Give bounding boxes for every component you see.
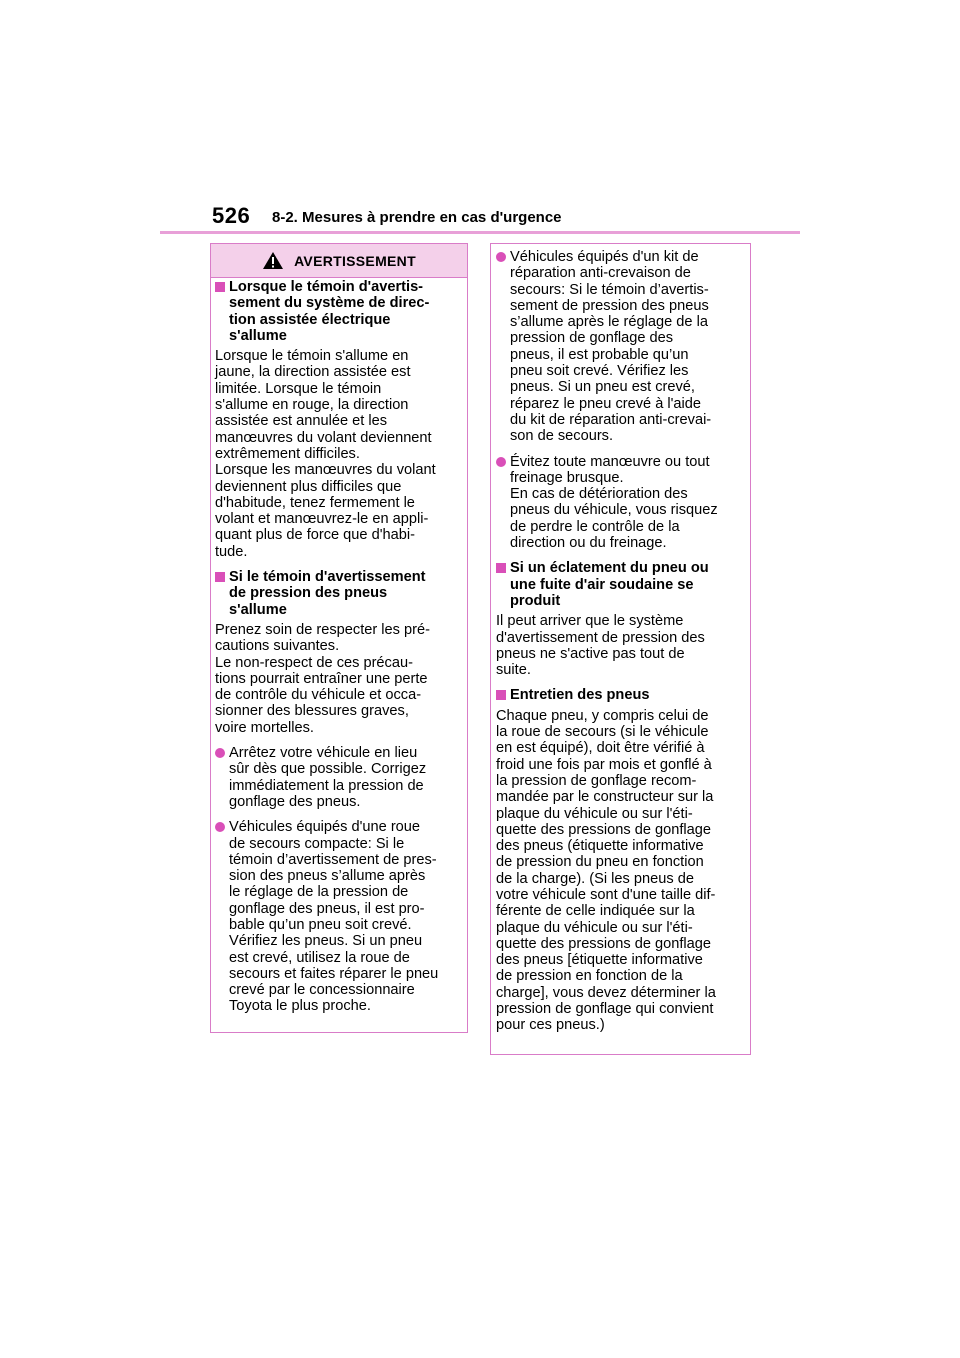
text-line: Chaque pneu, y compris celui de (496, 707, 709, 724)
heading-tire-pressure (215, 569, 467, 618)
bullet-avoid-maneuvers (496, 454, 748, 552)
text-line: témoin d’avertissement de pres- (229, 851, 437, 868)
section-title: 8-2. Mesures à prendre en cas d'urgence (272, 209, 562, 226)
text-line: du kit de réparation anti-crevai- (510, 411, 712, 428)
round-bullet-icon (496, 252, 506, 262)
text-line: jaune, la direction assistée est (215, 364, 411, 381)
header-rule (160, 231, 800, 234)
paragraph-precautions (215, 622, 467, 736)
text-line: Véhicules équipés d'une roue (229, 819, 421, 836)
text-line: quette des pressions de gonflage (496, 935, 712, 952)
text-line: freinage brusque. (510, 469, 624, 486)
heading-blowout (496, 560, 748, 609)
text-line: pression de gonflage qui convient (496, 1001, 714, 1018)
text-line: Lorsque les manœuvres du volant (215, 462, 436, 479)
paragraph-power-steering (215, 348, 467, 560)
text-line: Si un éclatement du pneu ou (510, 560, 709, 577)
text-line: est crevé, utilisez la roue de (229, 949, 410, 966)
text-line: sement du système de direc- (229, 295, 430, 312)
square-bullet-icon (496, 690, 506, 700)
text-line: volant et manœuvrez-le en appli- (215, 511, 429, 528)
text-line: Vérifiez les pneus. Si un pneu (229, 933, 423, 950)
text-line: s'allume en rouge, la direction (215, 397, 409, 414)
text-line: des pneus (étiquette informative (496, 838, 704, 855)
text-line: sûr dès que possible. Corrigez (229, 761, 427, 778)
text-line: manœuvres du volant deviennent (215, 429, 432, 446)
text-line: une fuite d'air soudaine se (510, 576, 694, 593)
text-line: plaque du véhicule ou sur l'éti- (496, 805, 693, 822)
text-line: de secours compacte: Si le (229, 835, 405, 852)
text-line: plaque du véhicule ou sur l'éti- (496, 919, 693, 936)
text-line: la pression de gonflage recom- (496, 772, 697, 789)
left-column (215, 279, 467, 1015)
text-line: de pression des pneus (229, 585, 388, 602)
text-line: quette des pressions de gonflage (496, 821, 712, 838)
text-line: mandée par le constructeur sur la (496, 789, 714, 806)
text-line: Lorsque le témoin d'avertis- (229, 279, 424, 295)
text-line: pneus, il est probable qu’un (510, 346, 689, 363)
text-line: Lorsque le témoin s'allume en (215, 348, 409, 365)
text-line: extrêmement difficiles. (215, 445, 360, 462)
text-line: Évitez toute manœuvre ou tout (510, 453, 710, 470)
text-line: Véhicules équipés d'un kit de (510, 249, 699, 265)
round-bullet-icon (215, 822, 225, 832)
text-line: d'habitude, tenez fermement le (215, 494, 415, 511)
text-line: sion des pneus s’allume après (229, 868, 426, 885)
text-line: d'avertissement de pression des (496, 629, 705, 646)
heading-tire-maintenance (496, 687, 748, 703)
text-line: tions pourrait entraîner une perte (215, 670, 428, 687)
text-line: Si le témoin d'avertissement (229, 569, 426, 586)
text-line: le réglage de la pression de (229, 884, 409, 901)
warning-header (211, 244, 467, 278)
text-line: charge], vous devez déterminer la (496, 984, 716, 1001)
text-line: froid une fois par mois et gonflé à (496, 756, 712, 773)
text-line: immédiatement la pression de (229, 777, 424, 794)
paragraph-tire-maintenance (496, 708, 748, 1034)
round-bullet-icon (215, 748, 225, 758)
text-line: s’allume après le réglage de la (510, 314, 708, 331)
text-line: en est équipé), doit être vérifié à (496, 740, 705, 757)
text-line: Toyota le plus proche. (229, 998, 371, 1015)
warning-title: AVERTISSEMENT (294, 252, 416, 269)
text-line: de contrôle du véhicule et occa- (215, 687, 422, 704)
text-line: tion assistée électrique (229, 311, 391, 328)
text-line: la roue de secours (si le véhicule (496, 724, 709, 741)
text-line: Il peut arriver que le système (496, 613, 684, 630)
text-line: tude. (215, 543, 248, 560)
text-line: de pression du pneu en fonction (496, 854, 704, 871)
bullet-stop-vehicle (215, 745, 467, 810)
text-line: Prenez soin de respecter les pré- (215, 621, 430, 638)
text-line: secours: Si le témoin d’avertis- (510, 281, 709, 298)
text-line: pneu soit crevé. Vérifiez les (510, 363, 689, 380)
text-line: direction ou du freinage. (510, 535, 667, 552)
text-line: produit (510, 592, 561, 609)
text-line: cautions suivantes. (215, 638, 340, 655)
text-line: pneus. Si un pneu est crevé, (510, 379, 695, 396)
text-line: réparez le pneu crevé à l'aide (510, 395, 702, 412)
text-line: Le non-respect de ces précau- (215, 654, 413, 671)
warning-triangle-icon (262, 251, 284, 270)
heading-power-steering (215, 279, 467, 344)
text-line: assistée est annulée et les (215, 413, 387, 430)
text-line: son de secours. (510, 428, 614, 445)
text-line: gonflage des pneus. (229, 793, 361, 810)
text-line: votre véhicule sont d'une taille dif- (496, 886, 716, 903)
paragraph-blowout (496, 613, 748, 678)
bullet-repair-kit (496, 249, 748, 445)
text-line: pour ces pneus.) (496, 1017, 605, 1034)
right-column (496, 249, 748, 1034)
round-bullet-icon (496, 457, 506, 467)
text-line: limitée. Lorsque le témoin (215, 380, 382, 397)
text-line: voire mortelles. (215, 719, 314, 736)
square-bullet-icon (215, 282, 225, 292)
text-line: En cas de détérioration des (510, 486, 688, 503)
page-number: 526 (212, 203, 251, 228)
bullet-compact-spare (215, 819, 467, 1015)
text-line: Entretien des pneus (510, 687, 650, 704)
text-line: de perdre le contrôle de la (510, 518, 680, 535)
text-line: crevé par le concessionnaire (229, 982, 415, 999)
text-line: bable qu’un pneu soit crevé. (229, 916, 412, 933)
text-line: pneus ne s'active pas tout de (496, 645, 685, 662)
text-line: des pneus [étiquette informative (496, 952, 703, 969)
text-line: de la charge). (Si les pneus de (496, 870, 694, 887)
text-line: suite. (496, 662, 531, 679)
text-line: férente de celle indiquée sur la (496, 903, 695, 920)
text-line: s'allume (229, 601, 287, 618)
text-line: Arrêtez votre véhicule en lieu (229, 745, 418, 762)
text-line: secours et faites réparer le pneu (229, 965, 439, 982)
text-line: réparation anti-crevaison de (510, 265, 691, 282)
text-line: de pression en fonction de la (496, 968, 683, 985)
text-line: s'allume (229, 327, 287, 344)
text-line: quant plus de force que d'habi- (215, 527, 415, 544)
square-bullet-icon (496, 563, 506, 573)
text-line: pression de gonflage des (510, 330, 674, 347)
text-line: sement de pression des pneus (510, 297, 709, 314)
text-line: gonflage des pneus, il est pro- (229, 900, 425, 917)
square-bullet-icon (215, 572, 225, 582)
text-line: sionner des blessures graves, (215, 703, 409, 720)
text-line: deviennent plus difficiles que (215, 478, 402, 495)
text-line: pneus du véhicule, vous risquez (510, 502, 718, 519)
